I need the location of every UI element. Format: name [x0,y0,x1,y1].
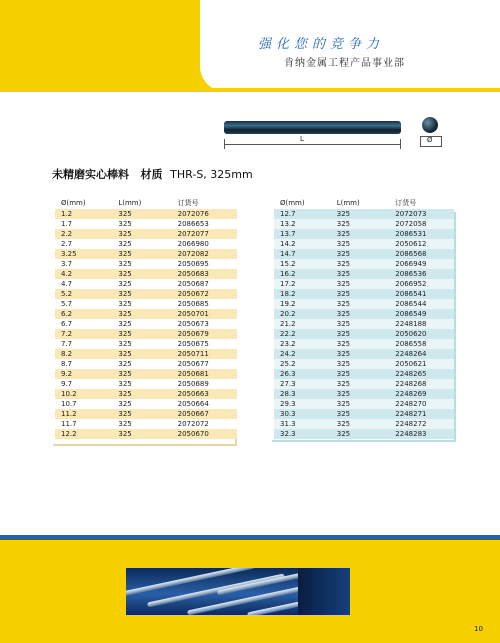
cell-length: 325 [112,229,171,239]
cell-order-no: 2086568 [389,249,454,259]
cell-order-no: 2050663 [172,389,237,399]
table-row [55,389,237,399]
cell-length: 325 [331,279,390,289]
cell-order-no: 2248283 [389,429,454,439]
cell-order-no: 2050687 [172,279,237,289]
cell-length: 325 [331,409,390,419]
cell-length: 325 [331,249,390,259]
cell-order-no: 2050621 [389,359,454,369]
cell-order-no: 2086549 [389,309,454,319]
cell-order-no: 2066952 [389,279,454,289]
cell-length: 325 [112,409,171,419]
table-row [274,339,454,349]
table-row [55,209,237,219]
cell-order-no: 2248272 [389,419,454,429]
cell-order-no: 2066949 [389,259,454,269]
cell-length: 325 [331,369,390,379]
table-row [274,229,454,239]
table-row [55,259,237,269]
cell-diameter: 31.3 [274,419,331,429]
cell-order-no: 2072082 [172,249,237,259]
table-row [55,329,237,339]
cell-length: 325 [331,399,390,409]
cell-length: 325 [112,379,171,389]
cell-diameter: 30.3 [274,409,331,419]
table-row [274,369,454,379]
cell-order-no: 2086544 [389,299,454,309]
cell-length: 325 [331,219,390,229]
cell-diameter: 8.7 [55,359,112,369]
cell-diameter: 4.7 [55,279,112,289]
cell-length: 325 [112,239,171,249]
cell-length: 325 [112,369,171,379]
cell-length: 325 [331,239,390,249]
table-row [274,289,454,299]
page-header [0,0,500,92]
table-row [55,249,237,259]
table-row [274,329,454,339]
cell-length: 325 [112,399,171,409]
table-row [55,339,237,349]
cell-length: 325 [112,299,171,309]
table-row [274,419,454,429]
table-row [274,349,454,359]
cell-order-no: 2050620 [389,329,454,339]
cell-diameter: 23.2 [274,339,331,349]
table-row [274,319,454,329]
cell-diameter: 11.2 [55,409,112,419]
cell-order-no: 2072076 [172,209,237,219]
cell-diameter: 7.7 [55,339,112,349]
cell-order-no: 2086541 [389,289,454,299]
table-row [55,299,237,309]
cell-length: 325 [112,429,171,439]
cell-diameter: 1.7 [55,219,112,229]
cell-order-no: 2050679 [172,329,237,339]
cell-order-no: 2248265 [389,369,454,379]
cell-length: 325 [331,289,390,299]
product-name: 未精磨实心棒料 [52,168,129,181]
cell-length: 325 [112,249,171,259]
cell-diameter: 3.7 [55,259,112,269]
cell-order-no: 2050672 [172,289,237,299]
cell-diameter: 5.2 [55,289,112,299]
cell-order-no: 2072058 [389,219,454,229]
table-row [55,279,237,289]
table-row [55,309,237,319]
cell-diameter: 21.2 [274,319,331,329]
cell-order-no: 2050673 [172,319,237,329]
length-label: L [300,135,304,143]
cell-order-no: 2248269 [389,389,454,399]
cell-order-no: 2086536 [389,269,454,279]
right-product-table [274,197,454,439]
header-diameter: Ø(mm) [280,199,305,207]
cell-order-no: 2050701 [172,309,237,319]
cell-length: 325 [112,219,171,229]
header-length: L(mm) [118,199,142,207]
cell-diameter: 10.7 [55,399,112,409]
table-header-row [274,197,454,209]
cell-diameter: 13.7 [274,229,331,239]
table-row [55,379,237,389]
cell-diameter: 9.2 [55,369,112,379]
cell-order-no: 2050667 [172,409,237,419]
header-order-no: 订货号 [177,199,199,207]
table-row [55,219,237,229]
cell-diameter: 10.2 [55,389,112,399]
cell-diameter: 3.25 [55,249,112,259]
header-length: L(mm) [336,199,360,207]
table-row [55,369,237,379]
cell-order-no: 2050677 [172,359,237,369]
cell-order-no: 2050670 [172,429,237,439]
cell-length: 325 [112,419,171,429]
cell-diameter: 32.3 [274,429,331,439]
cell-diameter: 6.7 [55,319,112,329]
cell-length: 325 [112,289,171,299]
cell-order-no: 2066980 [172,239,237,249]
section-title [52,166,253,182]
rod-end-view [422,117,438,133]
dimension-line [224,144,401,145]
cell-diameter: 15.2 [274,259,331,269]
cell-length: 325 [112,389,171,399]
table-row [55,349,237,359]
cell-diameter: 17.2 [274,279,331,289]
table-row [55,409,237,419]
cell-length: 325 [331,299,390,309]
cell-diameter: 14.2 [274,239,331,249]
cell-length: 325 [331,419,390,429]
cell-diameter: 7.2 [55,329,112,339]
left-product-table [55,197,237,439]
cell-order-no: 2050689 [172,379,237,389]
cell-order-no: 2086531 [389,229,454,239]
table-row [274,239,454,249]
table-row [274,249,454,259]
cell-diameter: 8.2 [55,349,112,359]
table-row [55,289,237,299]
table-row [274,219,454,229]
cell-diameter: 13.2 [274,219,331,229]
page-number: 10 [474,625,483,633]
cell-diameter: 4.2 [55,269,112,279]
cell-order-no: 2248188 [389,319,454,329]
cell-order-no: 2050683 [172,269,237,279]
table-row [274,389,454,399]
cell-diameter: 24.2 [274,349,331,359]
table-row [55,239,237,249]
header-diameter: Ø(mm) [61,199,86,207]
cell-length: 325 [112,329,171,339]
table-row [274,259,454,269]
header-slogan: 强化您的竞争力 [258,37,385,52]
cell-diameter: 2.7 [55,239,112,249]
cell-diameter: 28.3 [274,389,331,399]
cell-length: 325 [331,319,390,329]
table-row [274,359,454,369]
header-order-no: 订货号 [395,199,417,207]
cell-diameter: 19.2 [274,299,331,309]
cell-order-no: 2050681 [172,369,237,379]
table-row [274,279,454,289]
cell-length: 325 [112,309,171,319]
table-row [274,399,454,409]
rod-illustration [224,121,401,134]
cell-diameter: 20.2 [274,309,331,319]
cell-diameter: 29.3 [274,399,331,409]
cell-length: 325 [112,319,171,329]
cell-diameter: 12.2 [55,429,112,439]
cell-length: 325 [331,429,390,439]
cell-diameter: 6.2 [55,309,112,319]
cell-length: 325 [112,339,171,349]
table-row [274,429,454,439]
cell-length: 325 [331,259,390,269]
cell-length: 325 [112,349,171,359]
table-row [55,229,237,239]
cell-diameter: 12.7 [274,209,331,219]
cell-order-no: 2050675 [172,339,237,349]
header-rule [200,88,500,92]
cell-length: 325 [331,269,390,279]
cell-length: 325 [331,229,390,239]
cell-order-no: 2072077 [172,229,237,239]
cell-length: 325 [331,209,390,219]
cell-order-no: 2086558 [389,339,454,349]
cell-diameter: 18.2 [274,289,331,299]
material-value: THR-S, 325mm [170,168,253,181]
cell-order-no: 2072073 [389,209,454,219]
table-row [55,399,237,409]
cell-order-no: 2050695 [172,259,237,269]
cell-order-no: 2050664 [172,399,237,409]
table-row [274,379,454,389]
cell-order-no: 2248264 [389,349,454,359]
cell-diameter: 26.3 [274,369,331,379]
cell-diameter: 5.7 [55,299,112,309]
cell-length: 325 [331,379,390,389]
cell-length: 325 [112,209,171,219]
cell-length: 325 [331,389,390,399]
cell-diameter: 22.2 [274,329,331,339]
cell-diameter: 9.7 [55,379,112,389]
table-row [274,299,454,309]
cell-order-no: 2050612 [389,239,454,249]
diameter-label: Ø [427,136,433,144]
cell-order-no: 2248271 [389,409,454,419]
cell-order-no: 2050685 [172,299,237,309]
cell-length: 325 [112,359,171,369]
table-row [274,309,454,319]
cell-diameter: 25.2 [274,359,331,369]
cell-diameter: 16.2 [274,269,331,279]
material-label: 材质 [140,168,163,181]
cell-length: 325 [331,339,390,349]
header-yellow-band [0,0,190,92]
table-row [274,209,454,219]
rod-photo-end [298,568,350,615]
cell-order-no: 2248270 [389,399,454,409]
table-row [55,429,237,439]
cell-order-no: 2086653 [172,219,237,229]
table-row [274,269,454,279]
cell-length: 325 [112,279,171,289]
cell-diameter: 2.2 [55,229,112,239]
table-row [55,269,237,279]
table-header-row [55,197,237,209]
table-row [55,359,237,369]
cell-diameter: 1.2 [55,209,112,219]
header-division: 肯纳金属工程产品事业部 [284,58,405,69]
cell-order-no: 2072072 [172,419,237,429]
cell-length: 325 [331,329,390,339]
table-row [55,319,237,329]
cell-diameter: 27.3 [274,379,331,389]
cell-order-no: 2050711 [172,349,237,359]
cell-diameter: 11.7 [55,419,112,429]
cell-length: 325 [331,349,390,359]
cell-length: 325 [331,359,390,369]
cell-length: 325 [331,309,390,319]
table-row [274,409,454,419]
dimension-tick-right [400,139,401,149]
cell-order-no: 2248268 [389,379,454,389]
cell-diameter: 14.7 [274,249,331,259]
table-row [55,419,237,429]
cell-length: 325 [112,269,171,279]
cell-length: 325 [112,259,171,269]
